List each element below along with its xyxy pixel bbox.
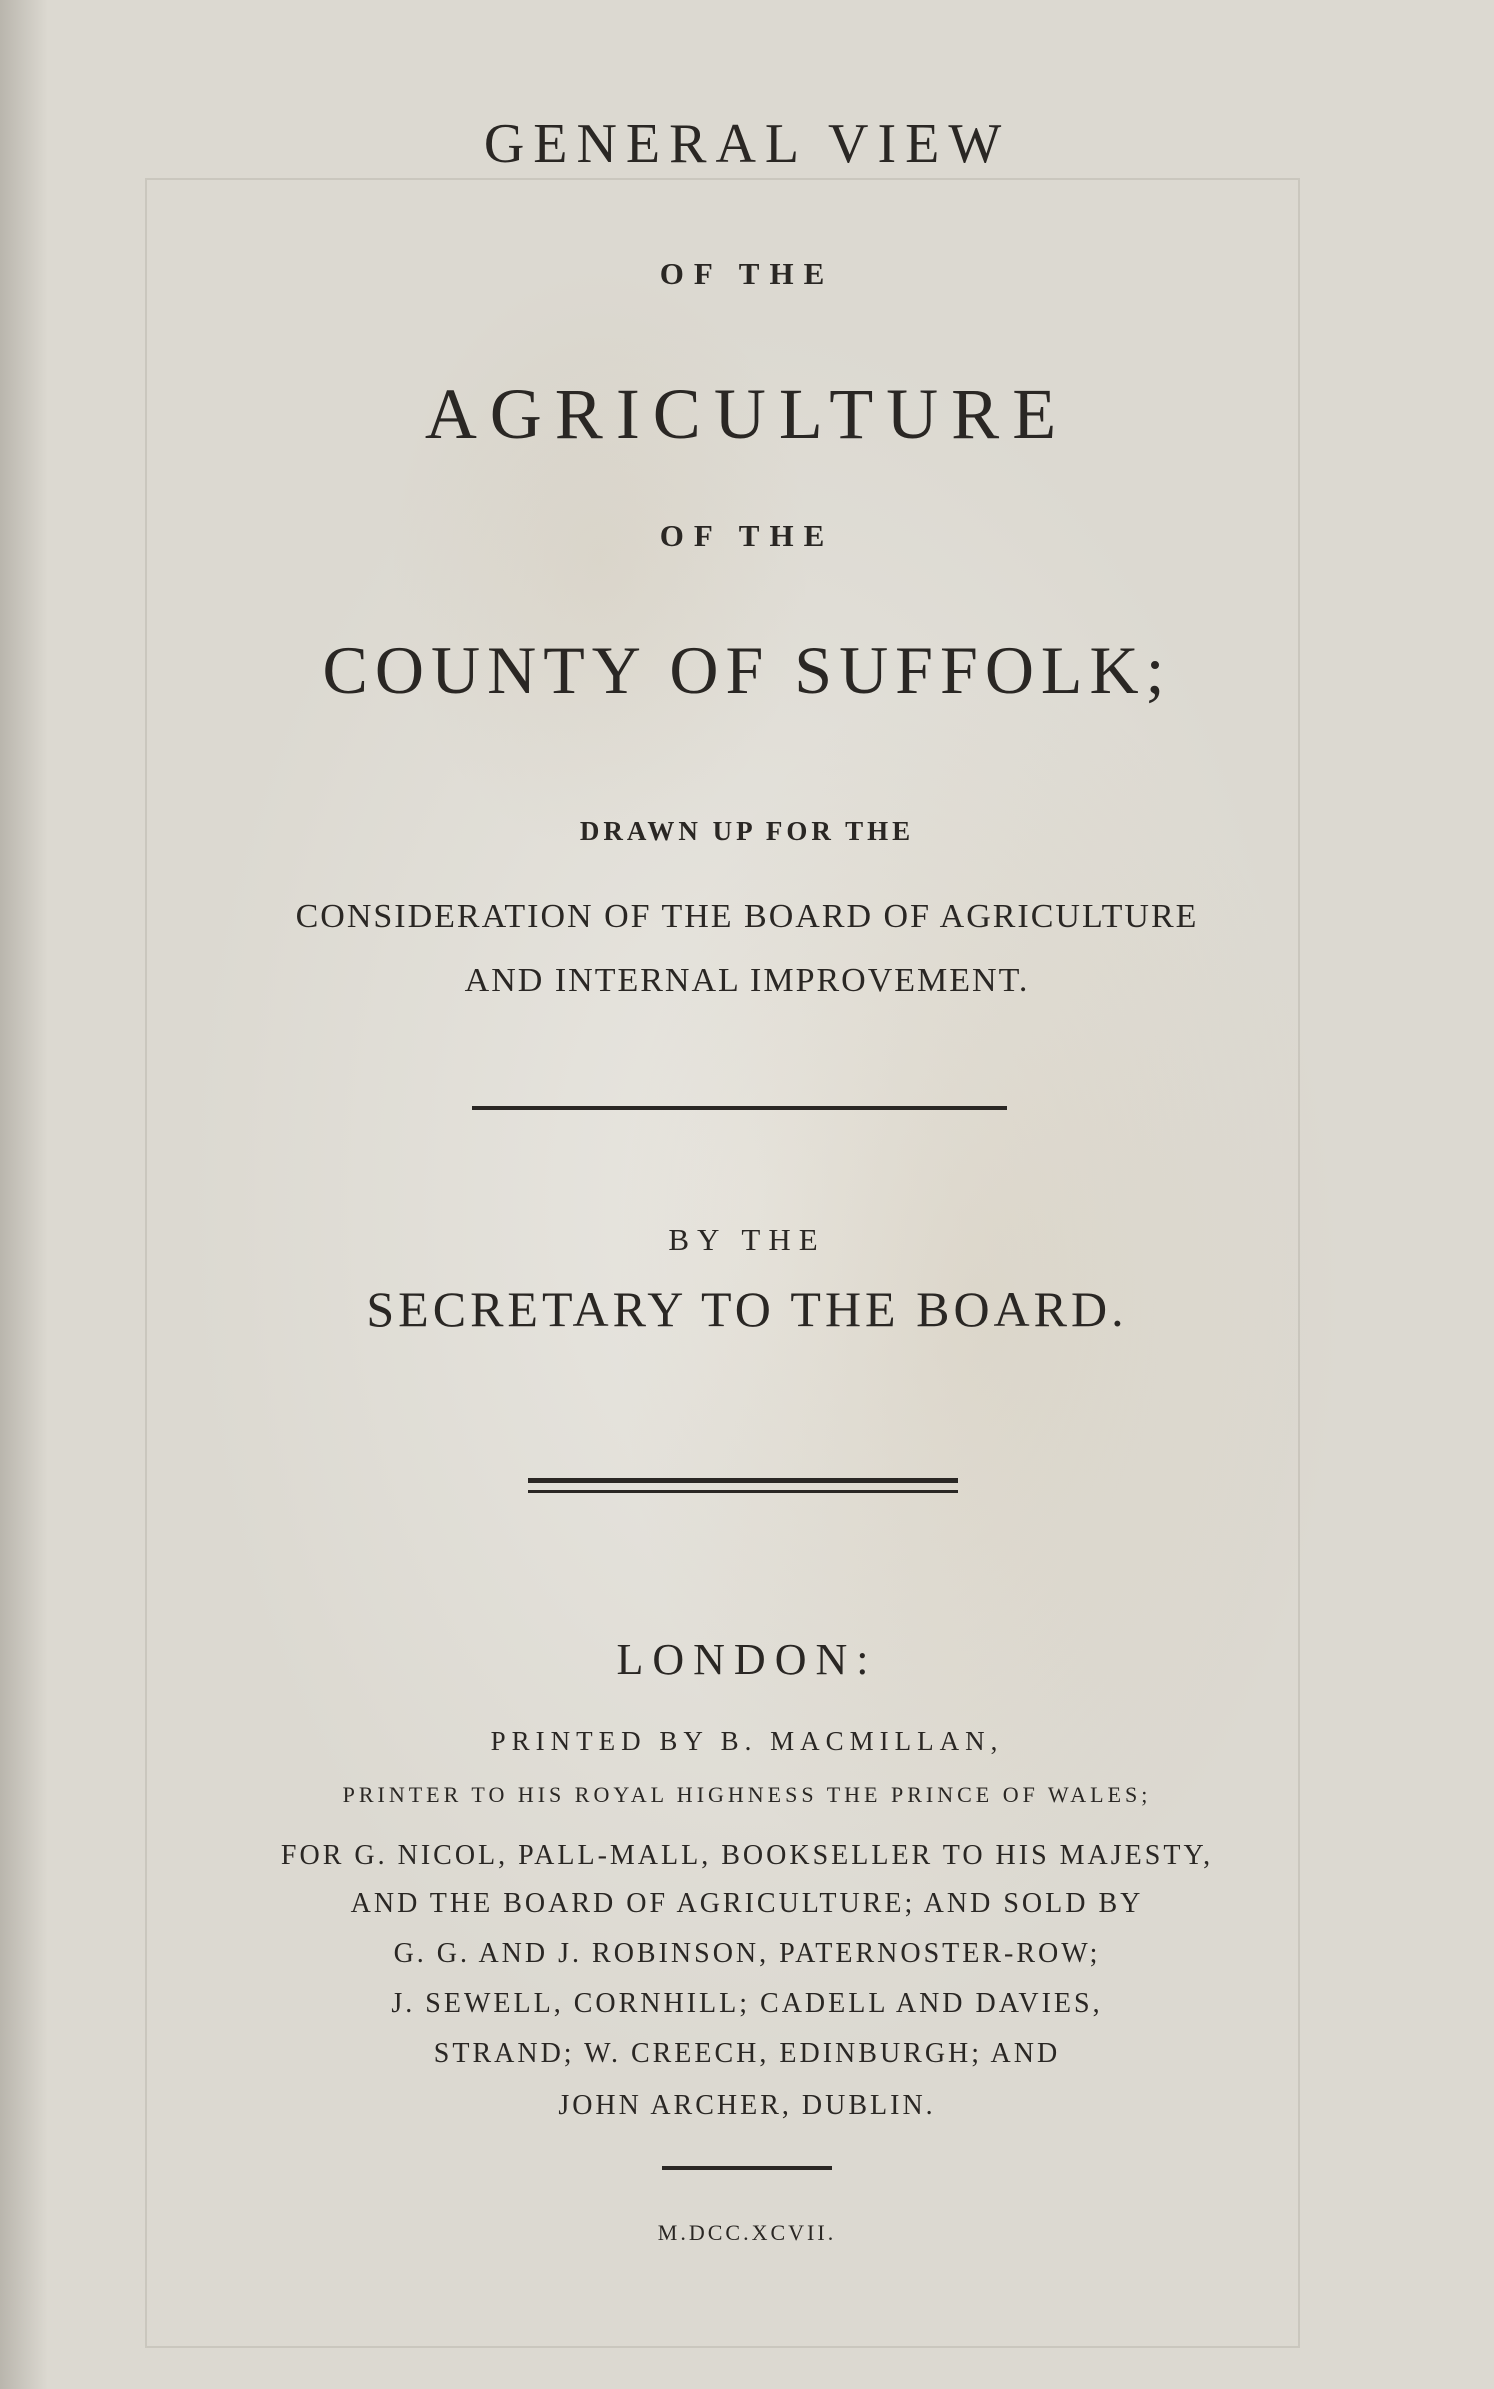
imprint-line: FOR G. NICOL, PALL-MALL, BOOKSELLER TO HIS MAJESTY, — [280, 1840, 1214, 1871]
heading-county: COUNTY OF SUFFOLK; — [322, 632, 1172, 708]
divider-rule-1 — [472, 1106, 1007, 1110]
author-by-the: BY THE — [668, 1222, 826, 1257]
heading-general-view: GENERAL VIEW — [483, 113, 1011, 175]
heading-of-the-2: OF THE — [659, 518, 835, 553]
subtitle-drawn-up: DRAWN UP FOR THE — [579, 816, 915, 846]
divider-rule-3 — [662, 2166, 832, 2170]
imprint-line: G. G. AND J. ROBINSON, PATERNOSTER-ROW; — [393, 1938, 1101, 1969]
spine-shadow — [0, 0, 48, 2389]
imprint-line: JOHN ARCHER, DUBLIN. — [558, 2090, 936, 2121]
imprint-printer-to: PRINTER TO HIS ROYAL HIGHNESS THE PRINCE OF WALES; — [342, 1782, 1152, 1807]
author-secretary: SECRETARY TO THE BOARD. — [366, 1281, 1128, 1337]
plate-mark-border — [145, 178, 1300, 2348]
subtitle-internal-improvement: AND INTERNAL IMPROVEMENT. — [464, 962, 1030, 999]
publication-date: M.DCC.XCVII. — [657, 2220, 837, 2245]
imprint-line: AND THE BOARD OF AGRICULTURE; AND SOLD BY — [350, 1888, 1144, 1919]
heading-of-the-1: OF THE — [659, 256, 835, 291]
imprint-line: J. SEWELL, CORNHILL; CADELL AND DAVIES, — [391, 1988, 1103, 2019]
imprint-printed-by: PRINTED BY B. MACMILLAN, — [490, 1726, 1004, 1756]
divider-double-rule-bottom — [528, 1490, 958, 1493]
imprint-line: STRAND; W. CREECH, EDINBURGH; AND — [433, 2038, 1061, 2069]
imprint-london: LONDON: — [616, 1635, 878, 1684]
divider-double-rule-top — [528, 1478, 958, 1483]
subtitle-consideration: CONSIDERATION OF THE BOARD OF AGRICULTURE — [295, 898, 1199, 935]
heading-agriculture: AGRICULTURE — [424, 374, 1070, 454]
